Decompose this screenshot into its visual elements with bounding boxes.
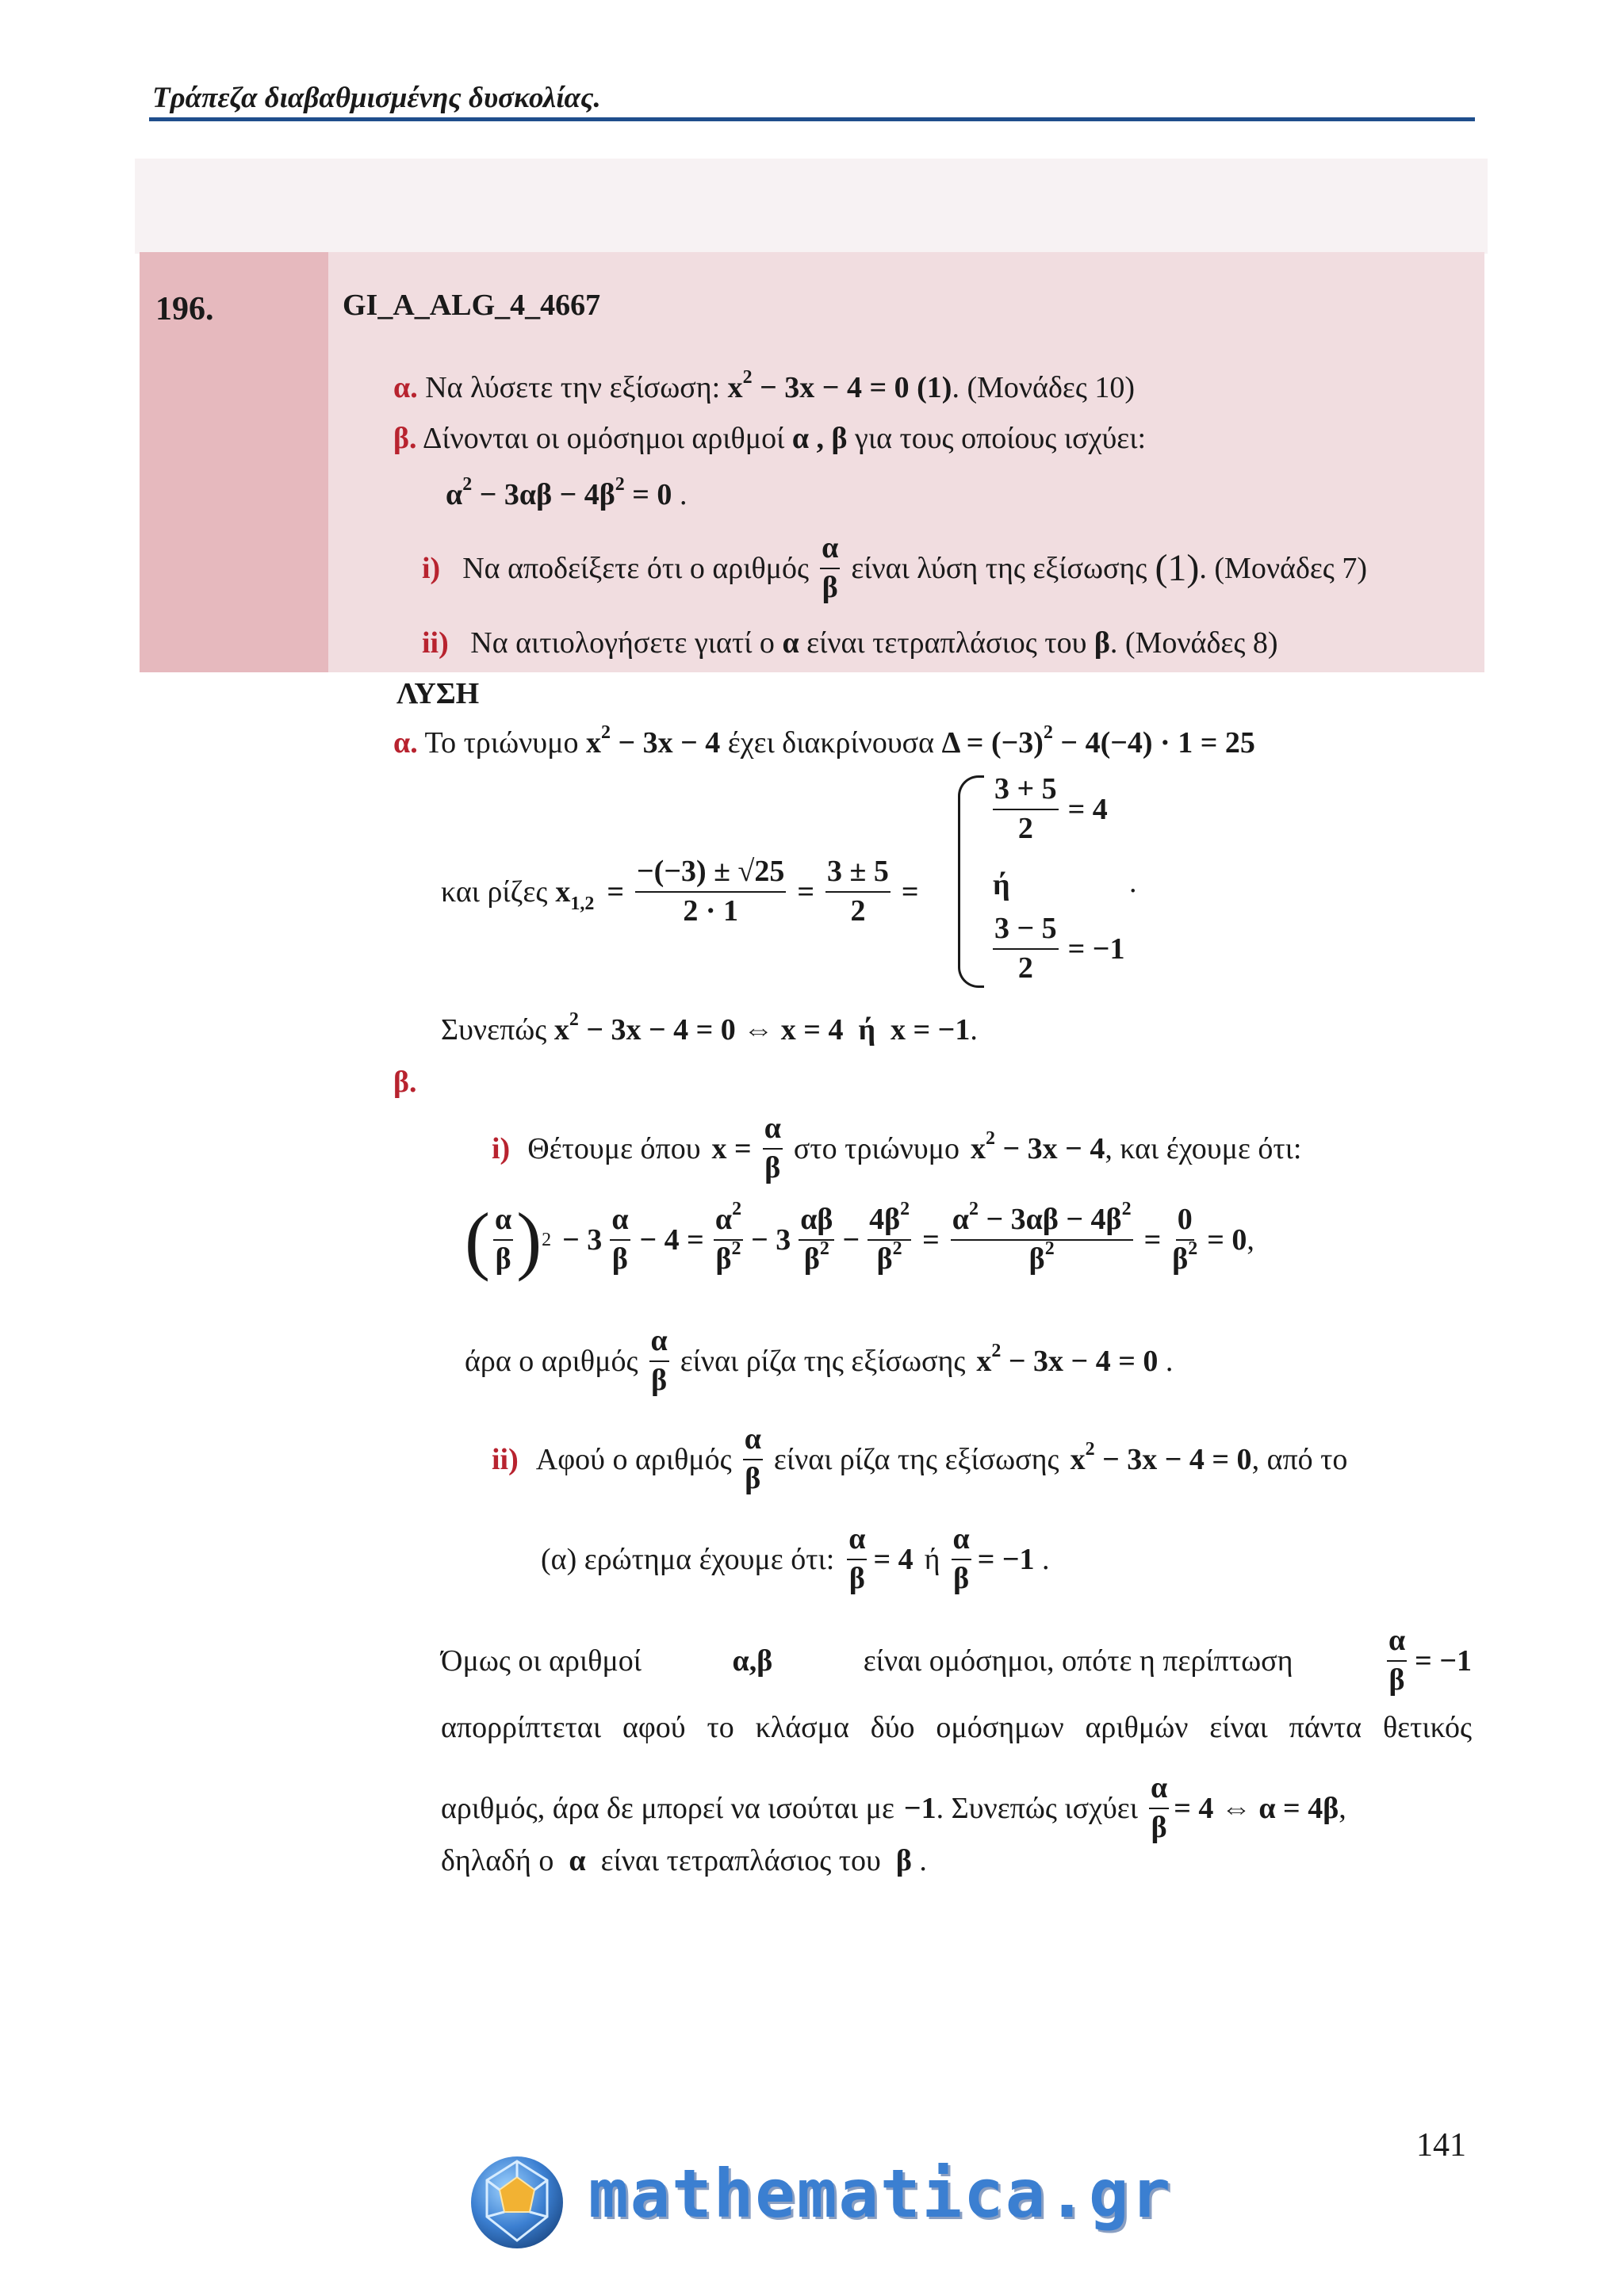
page-number: 141 <box>1416 2127 1466 2164</box>
exercise-part-bii <box>422 628 1278 658</box>
exercise-code: GI_A_ALG_4_4667 <box>343 289 601 322</box>
part-bii-text-1: Να αιτιολογήσετε γιατί ο <box>470 626 775 660</box>
fraction-a2-over-b2: $\frac{\alpha^2}{\beta^2}$ <box>714 1199 742 1276</box>
solution-bii-text-2: είναι ρίζα της εξίσωσης <box>773 1442 1059 1476</box>
fraction-a-over-b: $\frac{\alpha}{\beta}$ <box>611 1203 629 1276</box>
substitution-computation: ( $\frac{\alpha}{\beta}$ ) 2 − 3 $\frac{\alpha}{\beta}$ − 4 = $\frac{\alpha^2}{\beta^2}$ − 3 $\frac{\alpha\beta}{\beta^2}$ − $\frac{4\beta^2}{\beta^2}$ = $\frac{\alpha^2 - 3\alpha\beta - 4\beta^2}{\beta^2}$ = $\frac{0}{\beta^2}$ = 0 , <box>465 1197 1254 1282</box>
solution-bii-line2-text: (α) ερώτημα έχουμε ότι: <box>541 1542 835 1576</box>
exercise-box <box>140 252 1484 672</box>
fraction-zero: $\frac{0}{\beta^2}$ <box>1172 1203 1198 1276</box>
root-1-fraction: $\frac{3 + 5}{2}$ <box>994 772 1057 845</box>
so-text-2: είναι ρίζα της εξίσωσης <box>680 1344 966 1378</box>
roots-text: και ρίζες <box>441 874 548 909</box>
fraction-a-over-b: $\frac{\alpha}{\beta}$ <box>952 1522 970 1595</box>
part-b-text-1: Δίνονται οι ομόσημοι αριθμοί <box>422 422 785 455</box>
root-case-2: $\frac{3 - 5}{2}$ = −1 <box>994 912 1125 985</box>
top-tint <box>135 159 1488 254</box>
p3-text-1: αριθμός, άρα δε μπορεί να ισούται με <box>441 1791 894 1825</box>
part-bi-ref: (1) <box>1155 546 1200 589</box>
part-b-text-2: για τους οποίους ισχύει: <box>855 422 1147 455</box>
discriminant: $\Delta = (-3)^2 - 4(-4) \cdot 1 = 25$ <box>941 722 1255 760</box>
or-plain: ή <box>924 1542 940 1576</box>
eq-sign: = <box>797 874 815 909</box>
exercise-number: 196. <box>155 291 214 327</box>
paragraph-line-1: Όμως οι αριθμοί α,β είναι ομόσημοι, οπότε η περίπτωση $\frac{\alpha}{\beta}$ = −1 <box>441 1624 1472 1697</box>
part-a-text: Να λύσετε την εξίσωση: <box>425 371 721 404</box>
solution-heading: ΛΥΣΗ <box>396 677 480 710</box>
exercise-part-bi <box>422 533 1367 604</box>
part-bii-points: . (Μονάδες 8) <box>1109 626 1278 660</box>
part-bii-var-b: β <box>1094 626 1110 660</box>
case-brace <box>958 775 984 988</box>
solution-bi-text-1: Θέτουμε όπου <box>527 1131 701 1165</box>
part-b-label: β. <box>393 422 417 455</box>
fraction-a-over-b: $\frac{\alpha}{\beta}$ <box>1150 1771 1168 1844</box>
therefore-text: Συνεπώς <box>441 1013 547 1047</box>
equation-1-ref: (1) <box>917 371 952 404</box>
part-a-label: α. <box>393 371 418 404</box>
paragraph-line-2: απορρίπτεται αφού το κλάσμα δύο ομόσημων αριθμών είναι πάντα θετικός <box>441 1711 1472 1744</box>
solution-a-text-2: έχει διακρίνουσα <box>727 726 935 760</box>
root-2-fraction: $\frac{3 - 5}{2}$ <box>994 912 1057 985</box>
solution-equivalence: $x^2 - 3x - 4 = 0$ ⇔ x = 4 ή x = −1 <box>553 1009 971 1047</box>
p3-text-2: . Συνεπώς ισχύει <box>936 1791 1138 1825</box>
roots-symbol: $x_{1,2}$ <box>555 874 595 914</box>
part-a-points: . (Μονάδες 10) <box>952 371 1136 404</box>
fraction-a-over-b: $\frac{\alpha}{\beta}$ <box>650 1324 668 1397</box>
header-rule <box>149 117 1475 121</box>
solution-bii-label: ii) <box>492 1442 519 1476</box>
solution-a-line1 <box>393 722 1255 760</box>
logo-polyhedron <box>468 2153 566 2252</box>
part-bi-text-1: Να αποδείξετε ότι ο αριθμός <box>462 551 810 585</box>
solution-a-label: α. <box>393 726 418 760</box>
solution-bi-label: i) <box>492 1131 511 1165</box>
paragraph-line-3: αριθμός, άρα δε μπορεί να ισούται με −1 . Συνεπώς ισχύει $\frac{\alpha}{\beta}$ = 4 ⇔ α = 4β , <box>441 1771 1346 1844</box>
part-bi-points: . (Μονάδες 7) <box>1199 551 1368 585</box>
solution-bi-line: i) Θέτουμε όπου x = $\frac{\alpha}{\beta}$ στο τριώνυμο $x^2 - 3x - 4$ , και έχουμε ότι: <box>492 1112 1302 1184</box>
document-header-title: Τράπεζα διαβαθμισμένης δυσκολίας. <box>152 82 601 114</box>
exercise-part-a <box>393 367 1136 404</box>
period: . <box>1129 866 1137 899</box>
solution-bi-text-2: στο τριώνυμο <box>793 1131 960 1165</box>
equation-1: $x^2 - 3x - 4 = 0$ <box>727 367 910 404</box>
solution-bi-text-3: , και έχουμε ότι: <box>1105 1131 1302 1165</box>
fraction-a-over-b: $\frac{\alpha}{\beta}$ <box>764 1112 781 1184</box>
trinomial: $x^2 - 3x - 4$ <box>971 1127 1105 1165</box>
logo-text: mathematica.gr <box>588 2155 1173 2233</box>
p4-text-2: είναι τετραπλάσιος του <box>600 1844 881 1877</box>
fraction-a-over-b: $\frac{\alpha}{\beta}$ <box>494 1203 512 1276</box>
solution-a-text-1: Το τριώνυμο <box>424 726 579 760</box>
p1-vars: α,β <box>732 1644 773 1678</box>
p1-text-2: είναι ομόσημοι, οπότε η περίπτωση <box>863 1644 1293 1678</box>
eq-sign: = <box>607 874 625 909</box>
equation-1: $x^2 - 3x - 4 = 0$ <box>976 1340 1159 1378</box>
p4-text-1: δηλαδή ο <box>441 1844 554 1877</box>
part-bi-text-2: είναι λύση της εξίσωσης <box>851 551 1147 585</box>
relation-equation: $\alpha^2 - 3\alpha\beta - 4\beta^2 = 0$ . <box>446 474 688 511</box>
logo-icon <box>468 2153 566 2256</box>
eq-sign: = <box>901 874 919 909</box>
part-bii-text-2: είναι τετραπλάσιος του <box>806 626 1087 660</box>
fraction-combined: $\frac{\alpha^2 - 3\alpha\beta - 4\beta^2}{\beta^2}$ <box>952 1199 1132 1276</box>
fraction-a-over-b: $\frac{\alpha}{\beta}$ <box>848 1522 866 1595</box>
part-b-vars: α , β <box>791 422 848 455</box>
fraction-4b2-over-b2: $\frac{4\beta^2}{\beta^2}$ <box>869 1199 910 1276</box>
part-bii-var-a: α <box>782 626 799 660</box>
or-word: ή <box>993 868 1010 901</box>
so-text: άρα ο αριθμός <box>465 1344 638 1378</box>
solution-bii-text-3: , από το <box>1251 1442 1348 1476</box>
exercise-part-b <box>393 423 1146 453</box>
roots-line <box>441 856 919 928</box>
root-case-1: $\frac{3 + 5}{2}$ = 4 <box>994 772 1108 845</box>
trinomial: $x^2 - 3x - 4$ <box>585 722 721 760</box>
fraction-a-over-b: $\frac{\alpha}{\beta}$ <box>744 1422 761 1495</box>
therefore-line: Συνεπώς $x^2 - 3x - 4 = 0$ ⇔ x = 4 ή x = −1. <box>441 1009 978 1047</box>
fraction-a-over-b: $\frac{\alpha}{\beta}$ <box>822 531 839 604</box>
paragraph-line-4: δηλαδή ο α είναι τετραπλάσιος του β . <box>441 1844 927 1877</box>
p1-text-1: Όμως οι αριθμοί <box>441 1644 642 1678</box>
roots-simplified: $\frac{3 \pm 5}{2}$ <box>827 855 889 928</box>
so-line: άρα ο αριθμός $\frac{\alpha}{\beta}$ είναι ρίζα της εξίσωσης $x^2 - 3x - 4 = 0$ . <box>465 1324 1174 1397</box>
part-bii-label: ii) <box>422 626 449 660</box>
solution-b-label: β. <box>393 1066 417 1099</box>
roots-formula: $\frac{-(-3) \pm √25}{2 \cdot 1}$ <box>637 855 785 928</box>
fraction-a-over-b: $\frac{\alpha}{\beta}$ <box>1388 1624 1406 1697</box>
solution-bii-line2: (α) ερώτημα έχουμε ότι: $\frac{\alpha}{\beta}$ = 4 ή $\frac{\alpha}{\beta}$ = −1 . <box>541 1522 1050 1595</box>
equation-1: $x^2 - 3x - 4 = 0$ <box>1070 1438 1252 1476</box>
fraction-ab-over-b2: $\frac{\alpha\beta}{\beta^2}$ <box>800 1203 833 1276</box>
part-bi-label: i) <box>422 551 441 585</box>
solution-bii-text-1: Αφού ο αριθμός <box>535 1442 732 1476</box>
solution-bii-line <box>492 1424 1347 1495</box>
